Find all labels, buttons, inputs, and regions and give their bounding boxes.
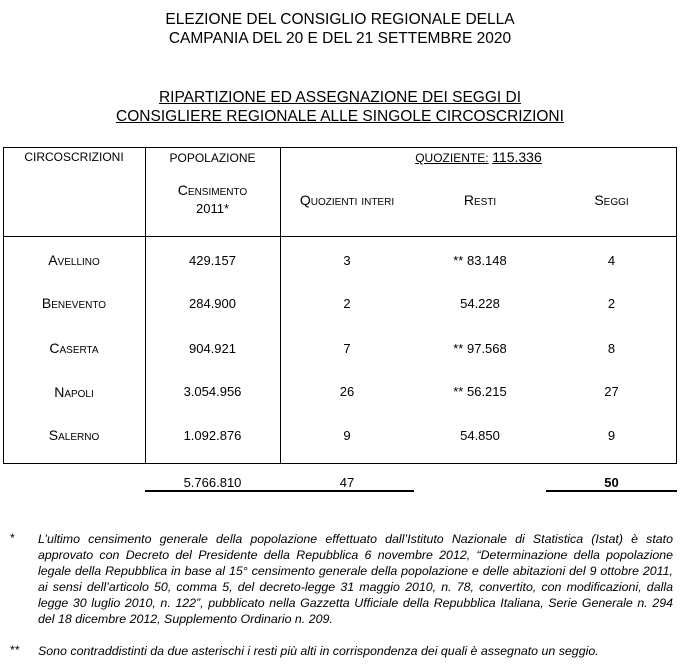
row-resti: ** 83.148 [453,253,507,268]
row-resti: ** 56.215 [453,384,507,399]
row-name-salerno: Salerno [48,427,100,443]
document-title-line-1: ELEZIONE DEL CONSIGLIO REGIONALE DELLA [165,11,515,28]
row-popolazione: 284.900 [189,296,236,311]
total-seggi: 50 [604,475,619,490]
document-title-line-2: CAMPANIA DEL 20 E DEL 21 SETTEMBRE 2020 [168,30,512,47]
section-subtitle-line-2: CONSIGLIERE REGIONALE ALLE SINGOLE CIRCOSCRIZIONI [116,108,564,125]
header-popolazione: POPOLAZIONE [169,151,256,165]
header-censimento: Censimento [177,182,248,198]
header-censimento-year: 2011* [195,201,229,216]
header-seggi: Seggi [594,192,629,208]
row-quozienti: 26 [339,384,355,399]
total-quozienti: 47 [339,475,355,490]
header-quoziente [280,149,677,165]
row-seggi: 2 [607,296,616,311]
total-underline-left [145,490,414,492]
row-quozienti: 9 [343,428,351,443]
row-seggi: 27 [604,384,619,399]
row-resti: ** 97.568 [453,341,507,356]
header-resti: Resti [463,192,497,208]
row-seggi: 4 [607,253,616,268]
footnote-1: L’ultimo censimento generale della popolazione effettuato dall’Istituto Nazionale di Statistica (Istat) è stato approvato con Decreto del Presidente della Repubblica 6 novembre 2012, “Determinazione della popolazione legale della Repubblica in base al 15° censimento generale della popolazione e delle abitazioni del 9 ottobre 2011, ai sensi dell’articolo 50, comma 5, del decreto-legge 31 maggio 2010, n. 78, convertito, con modificazioni, dalla legge 30 luglio 2010, n. 122”, pubblicato nella Gazzetta Ufficiale della Repubblica Italiana, Serie Generale n. 294 del 18 dicembre 2012, Supplemento Ordinario n. 209. [38,532,673,626]
row-name-napoli: Napoli [54,384,94,400]
row-seggi: 8 [607,341,616,356]
row-popolazione: 1.092.876 [183,428,242,443]
row-popolazione: 3.054.956 [183,384,242,399]
table-header-divider [3,236,677,237]
row-name-caserta: Caserta [49,340,99,356]
row-quozienti: 2 [343,296,351,311]
footnote-2: Sono contraddistinti da due asterischi i resti più alti in corrispondenza dei quali è assegnato un seggio. [38,644,599,658]
row-seggi: 9 [607,428,616,443]
footnote-marker-2: ** [10,643,20,657]
row-popolazione: 429.157 [189,253,236,268]
row-name-avellino: Avellino [48,252,100,268]
quoziente-label: QUOZIENTE: [415,151,489,165]
total-popolazione: 5.766.810 [183,475,242,490]
header-circoscrizioni: CIRCOSCRIZIONI [24,150,124,164]
row-quozienti: 3 [343,253,351,268]
footnote-marker-1: * [10,531,15,545]
row-resti: 54.850 [460,428,500,443]
quoziente-value: 115.336 [492,149,542,165]
row-resti: 54.228 [460,296,500,311]
row-name-benevento: Benevento [41,295,107,311]
total-underline-right [546,490,677,492]
row-quozienti: 7 [343,341,351,356]
section-subtitle-line-1: RIPARTIZIONE ED ASSEGNAZIONE DEI SEGGI DI [158,89,522,106]
header-quozienti-interi: Quozienti interi [299,192,395,208]
row-popolazione: 904.921 [189,341,236,356]
